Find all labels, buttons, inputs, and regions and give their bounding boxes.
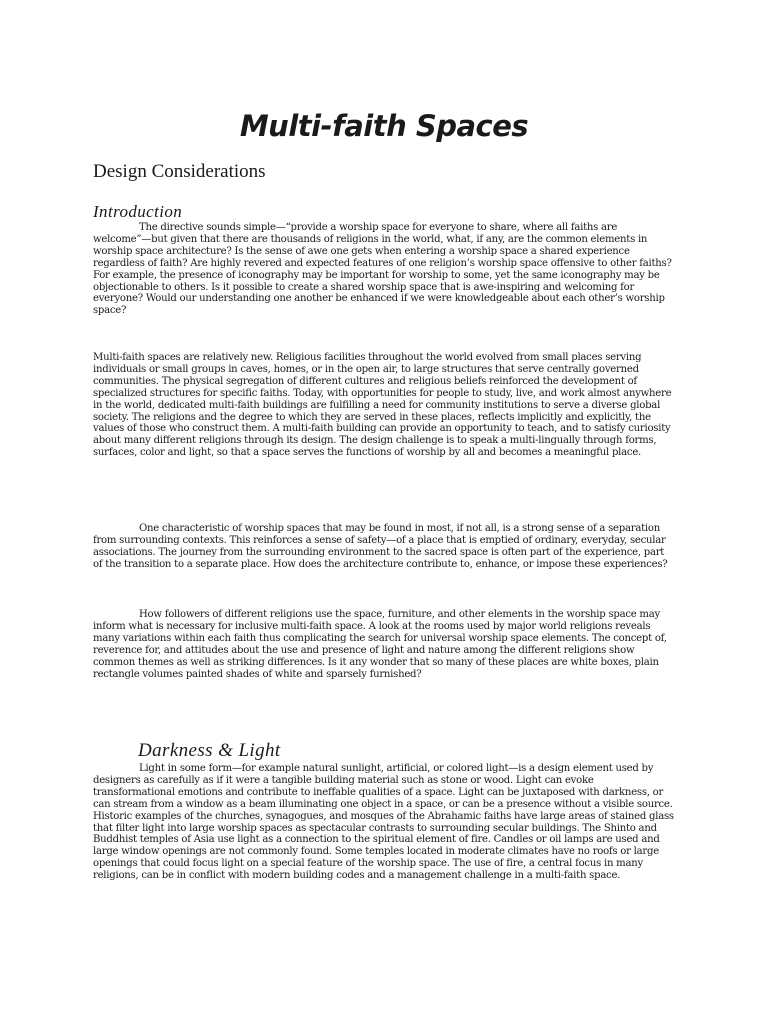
- intro-paragraph-4: How followers of different religions use the space, furniture, and other elements in the worship space may inform what is necessary for inclusive multi-faith space. A look at the rooms used by major world religions reveals many variations within each faith thus complicating the search for universal worship space elements. The concept of, reverence for, and attitudes about the use and presence of light and nature among the different religions show common themes as well as striking differences. Is it any wonder that so many of these places are white boxes, plain rectangle volumes painted shades of white and sparsely furnished?: [93, 609, 667, 680]
- section-heading-darkness-light: Darkness & Light: [138, 740, 281, 761]
- document-title: Multi-faith Spaces: [239, 109, 529, 143]
- intro-paragraph-3: One characteristic of worship spaces that may be found in most, if not all, is a strong sense of a separation from surrounding contexts. This reinforces a sense of safety—of a place that is emptied of ordinary, everyday, secular associations. The journey from the surrounding environment to the sacred space is often part of the experience, part of the transition to a separate place. How does the architecture contribute to, enhance, or impose these experiences?: [93, 523, 668, 570]
- section-heading-introduction: Introduction: [93, 202, 183, 221]
- intro-paragraph-1: The directive sounds simple—“provide a worship space for everyone to share, where all faiths are welcome”—but given that there are thousands of religions in the world, what, if any, are the common elements in worship space architecture? Is the sense of awe one gets when entering a worship space a shared experience regardless of faith? Are highly revered and expected features of one religion’s worship space offensive to other faiths? For example, the presence of iconography may be important for worship to some, yet the same iconography may be objectionable to others. Is it possible to create a shared worship space that is awe-inspiring and welcoming for everyone? Would our understanding one another be enhanced if we were knowledgeable about each other’s worship space?: [93, 222, 672, 317]
- document-subtitle: Design Considerations: [93, 161, 266, 182]
- intro-paragraph-2: Multi-faith spaces are relatively new. Religious facilities throughout the world evolved from small places serving individuals or small groups in caves, homes, or in the open air, to large structures that serve centrally governed communities. The physical segregation of different cultures and religious beliefs reinforced the development of specialized structures for specific faiths. Today, with opportunities for people to study, live, and work almost anywhere in the world, dedicated multi-faith buildings are fulfilling a need for community institutions to serve a diverse global society. The religions and the degree to which they are served in these places, reflects implicitly and explicitly, the values of those who construct them. A multi-faith building can provide an opportunity to teach, and to satisfy curiosity about many different religions through its design. The design challenge is to speak a multi-lingually through forms, surfaces, color and light, so that a space serves the functions of worship by all and becomes a meaningful place.: [93, 352, 672, 459]
- darkness-light-paragraph-1: Light in some form—for example natural sunlight, artificial, or colored light—is a design element used by designers as carefully as if it were a tangible building material such as stone or wood. Light can evoke transformational emotions and contribute to ineffable qualities of a space. Light can be juxtaposed with darkness, or can stream from a window as a beam illuminating one object in a space, or can be a presence without a visible source. Historic examples of the churches, synagogues, and mosques of the Abrahamic faiths have large areas of stained glass that filter light into large worship spaces as spectacular contrasts to surrounding secular buildings. The Shinto and Buddhist temples of Asia use light as a connection to the spiritual element of fire. Candles or oil lamps are used and large window openings are not commonly found. Some temples located in moderate climates have no roofs or large openings that could focus light on a special feature of the worship space. The use of fire, a central focus in many religions, can be in conflict with modern building codes and a management challenge in a multi-faith space.: [93, 763, 674, 882]
